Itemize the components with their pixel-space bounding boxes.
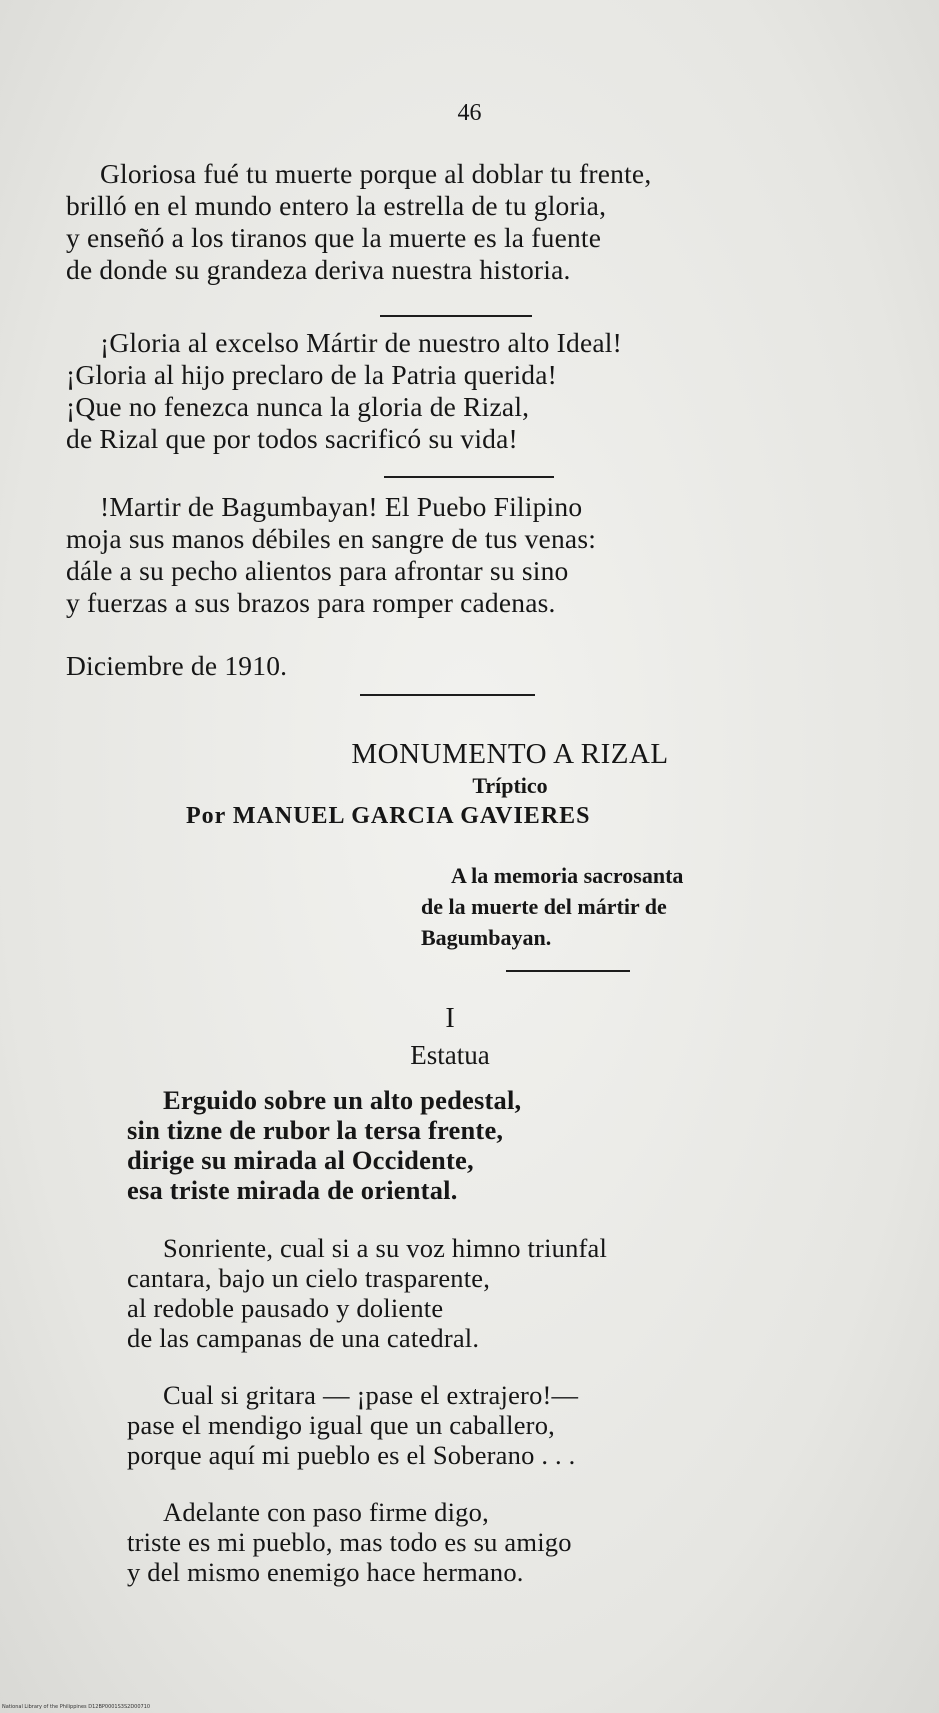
verse-line: dále a su pecho alientos para afrontar su sino: [66, 555, 569, 586]
stanza-3: [66, 491, 596, 619]
dedication-line: de la muerte del mártir de: [421, 894, 667, 919]
date-block: [66, 650, 287, 682]
verse-line: porque aquí mi pueblo es el Soberano . . .: [127, 1440, 576, 1470]
sonnet-stanza-2: [127, 1233, 607, 1353]
verse-line: Cual si gritara — ¡pase el extrajero!—: [163, 1380, 579, 1410]
stanza-1: [66, 158, 651, 286]
verse-line: de Rizal que por todos sacrificó su vida!: [66, 423, 518, 454]
dedication: [421, 860, 683, 953]
verse-line: ¡Gloria al excelso Mártir de nuestro alto Ideal!: [100, 327, 622, 358]
verse-line: !Martir de Bagumbayan! El Puebo Filipino: [100, 491, 583, 522]
divider-rule: [360, 694, 535, 696]
divider-rule: [384, 476, 554, 478]
section-number: I: [445, 1003, 455, 1034]
stanza-2: [66, 327, 622, 455]
sonnet-stanza-3: [127, 1380, 578, 1470]
sonnet-stanza-4: [127, 1497, 572, 1587]
verse-line: al redoble pausado y doliente: [127, 1293, 444, 1323]
archive-footer: National Library of the Philippines D12BP0001S3S2D00710: [2, 1704, 151, 1710]
verse-line: moja sus manos débiles en sangre de tus venas:: [66, 523, 597, 554]
poem-subtitle: Tríptico: [472, 773, 548, 798]
poem-title: MONUMENTO A RIZAL: [351, 738, 669, 770]
divider-rule: [380, 315, 532, 317]
verse-line: Erguido sobre un alto pedestal,: [163, 1085, 522, 1115]
verse-line: triste es mi pueblo, mas todo es su amigo: [127, 1527, 572, 1557]
verse-line: cantara, bajo un cielo trasparente,: [127, 1263, 491, 1293]
sonnet-stanza-1: [127, 1085, 521, 1205]
verse-line: de las campanas de una catedral.: [127, 1323, 480, 1353]
verse-line: de donde su grandeza deriva nuestra historia.: [66, 254, 571, 285]
verse-line: Adelante con paso firme digo,: [163, 1497, 489, 1527]
verse-line: Sonriente, cual si a su voz himno triunfal: [163, 1233, 608, 1263]
dedication-line: A la memoria sacrosanta: [451, 863, 684, 888]
verse-line: y enseñó a los tiranos que la muerte es la fuente: [66, 222, 602, 253]
verse-line: brilló en el mundo entero la estrella de tu gloria,: [66, 190, 607, 221]
verse-line: ¡Que no fenezca nunca la gloria de Rizal,: [66, 391, 530, 422]
verse-line: sin tizne de rubor la tersa frente,: [127, 1115, 504, 1145]
poem-author: Por MANUEL GARCIA GAVIERES: [186, 803, 591, 829]
verse-line: pase el mendigo igual que un caballero,: [127, 1410, 555, 1440]
verse-line: y del mismo enemigo hace hermano.: [127, 1557, 524, 1587]
verse-line: Gloriosa fué tu muerte porque al doblar tu frente,: [100, 158, 652, 189]
dedication-line: Bagumbayan.: [421, 925, 552, 950]
divider-rule: [506, 970, 630, 972]
section-title: Estatua: [410, 1040, 490, 1070]
verse-line: esa triste mirada de oriental.: [127, 1175, 458, 1205]
verse-line: ¡Gloria al hijo preclaro de la Patria querida!: [66, 359, 558, 390]
page-number: 46: [457, 100, 482, 126]
date-line: Diciembre de 1910.: [66, 650, 288, 681]
verse-line: dirige su mirada al Occidente,: [127, 1145, 474, 1175]
verse-line: y fuerzas a sus brazos para romper cadenas.: [66, 587, 556, 618]
